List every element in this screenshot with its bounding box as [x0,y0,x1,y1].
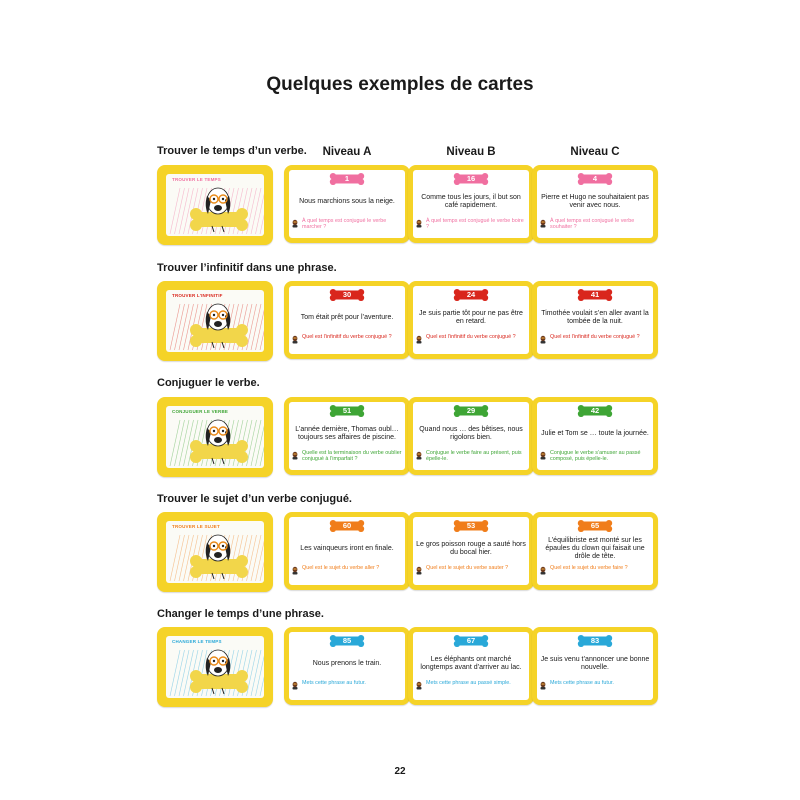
card-number: 16 [466,174,476,183]
card-question [293,218,403,231]
bone-icon [329,635,365,647]
card-number: 29 [466,406,476,415]
dog-icon [415,566,423,575]
cover-illustration [166,521,264,583]
card-question [541,334,651,340]
card-number: 30 [342,290,352,299]
card-sentence: Nous marchions sous la neige. [299,197,395,205]
card-question [541,218,651,231]
card-sentence: Nous prenons le train. [312,659,382,667]
question-card [532,512,658,590]
card-question-text: Quelle est la terminaison du verbe oublier conjugué à l’imparfait ? [302,450,402,463]
card-number: 53 [466,521,476,530]
card-question-text: Quel est l’infinitif du verbe conjugué ? [426,334,516,340]
category-cover-card [157,281,273,361]
dog-icon [539,219,547,228]
question-card [408,165,534,243]
card-number: 85 [342,636,352,645]
dog-icon [539,681,547,690]
bone-icon [577,520,613,532]
bone-icon [453,635,489,647]
card-number: 83 [590,636,600,645]
card-sentence: Tom était prêt pour l’aventure. [300,313,394,321]
card-question-text: Mets cette phrase au passé simple. [426,680,511,686]
row-title: Trouver le temps d’un verbe. [157,145,307,157]
cover-label: TROUVER LE TEMPS [172,177,221,182]
bone-icon [329,520,365,532]
card-sentence: Les éléphants ont marché longtemps avant d’arriver au lac. [420,655,522,671]
card-number: 24 [466,290,476,299]
column-header: Niveau A [322,146,372,158]
card-sentence: Quand nous … des bêtises, nous rigolons bien. [419,425,523,441]
card-sentence: Le gros poisson rouge a sauté hors du bocal hier. [416,540,526,556]
card-question [293,565,403,571]
question-card [408,397,534,475]
card-question-text: Quel est l’infinitif du verbe conjugué ? [550,334,640,340]
bone-icon [577,405,613,417]
question-card [408,512,534,590]
bone-icon [453,173,489,185]
bone-icon [329,173,365,185]
cover-label: TROUVER LE SUJET [172,524,220,529]
dog-icon [291,566,299,575]
card-number: 67 [466,636,476,645]
cover-label: CHANGER LE TEMPS [172,639,222,644]
dog-icon [415,219,423,228]
card-number: 51 [342,406,352,415]
card-question-text: Quel est le sujet du verbe sauter ? [426,565,509,571]
dog-icon [415,681,423,690]
dog-icon [539,335,547,344]
card-sentence: Les vainqueurs iront en finale. [300,544,394,552]
question-card [532,397,658,475]
dog-icon [539,451,547,460]
column-header: Niveau C [570,146,620,158]
card-sentence: Timothée voulait s’en aller avant la tombée de la nuit. [541,309,649,325]
card-number: 65 [590,521,600,530]
cover-label: CONJUGUER LE VERBE [172,409,229,414]
cover-illustration [166,636,264,698]
cover-illustration [166,290,264,352]
card-sentence: L’équilibriste est monté sur les épaules du clown qui faisait une drôle de tête. [545,536,645,561]
card-question [541,450,651,463]
card-question [417,680,527,686]
card-number: 41 [590,290,600,299]
card-number: 60 [342,521,352,530]
card-question-text: Mets cette phrase au futur. [302,680,366,686]
question-card [532,165,658,243]
cover-illustration [166,406,264,468]
question-card [284,397,410,475]
card-sentence: Comme tous les jours, il but son café rapidement. [421,193,521,209]
card-number: 4 [592,174,598,183]
bone-icon [577,635,613,647]
card-question-text: À quel temps est conjugué le verbe boire ? [426,218,524,231]
dog-icon [291,451,299,460]
dog-icon [539,566,547,575]
question-card [284,627,410,705]
card-question-text: Quel est le sujet du verbe aller ? [302,565,380,571]
card-question [541,565,651,571]
card-question-text: Mets cette phrase au futur. [550,680,614,686]
row-title: Conjuguer le verbe. [157,377,260,389]
card-question-text: À quel temps est conjugué le verbe souhaiter ? [550,218,635,231]
question-card [284,165,410,243]
cover-label: TROUVER L'INFINITIF [172,293,223,298]
question-card [284,512,410,590]
card-number: 1 [344,174,350,183]
bone-icon [453,289,489,301]
column-header: Niveau B [446,146,496,158]
row-title: Trouver le sujet d’un verbe conjugué. [157,493,352,505]
card-question-text: Quel est l’infinitif du verbe conjugué ? [302,334,392,340]
question-card [532,627,658,705]
card-question [541,680,651,686]
card-question [417,450,527,463]
cover-illustration [166,174,264,236]
card-question-text: Conjugue le verbe faire au présent, puis épelle-le. [426,450,522,463]
bone-icon [577,173,613,185]
card-question [417,334,527,340]
dog-icon [291,219,299,228]
category-cover-card [157,165,273,245]
card-question [293,450,403,463]
card-number: 42 [590,406,600,415]
card-question [417,565,527,571]
card-sentence: L’année dernière, Thomas oubl… toujours ses affaires de piscine. [295,425,399,441]
dog-icon [291,681,299,690]
card-question-text: Quel est le sujet du verbe faire ? [550,565,628,571]
card-sentence: Je suis partie tôt pour ne pas être en retard. [419,309,523,325]
row-title: Changer le temps d’une phrase. [157,608,324,620]
card-question-text: Conjugue le verbe s’amuser au passé composé, puis épelle-le. [550,450,641,463]
page-title: Quelques exemples de cartes [266,74,534,95]
row-title: Trouver l’infinitif dans une phrase. [157,262,337,274]
bone-icon [453,405,489,417]
card-question [293,680,403,686]
dog-icon [415,451,423,460]
bone-icon [453,520,489,532]
card-question [417,218,527,231]
category-cover-card [157,627,273,707]
bone-icon [329,289,365,301]
dog-icon [291,335,299,344]
question-card [408,281,534,359]
card-sentence: Julie et Tom se … toute la journée. [541,429,649,437]
page-number: 22 [394,766,406,777]
dog-icon [415,335,423,344]
question-card [532,281,658,359]
question-card [284,281,410,359]
card-question-text: À quel temps est conjugué le verbe marcher ? [302,218,387,231]
bone-icon [577,289,613,301]
card-sentence: Pierre et Hugo ne souhaitaient pas venir avec nous. [541,193,649,209]
category-cover-card [157,397,273,477]
category-cover-card [157,512,273,592]
card-question [293,334,403,340]
question-card [408,627,534,705]
card-sentence: Je suis venu t’annoncer une bonne nouvelle. [540,655,650,671]
bone-icon [329,405,365,417]
